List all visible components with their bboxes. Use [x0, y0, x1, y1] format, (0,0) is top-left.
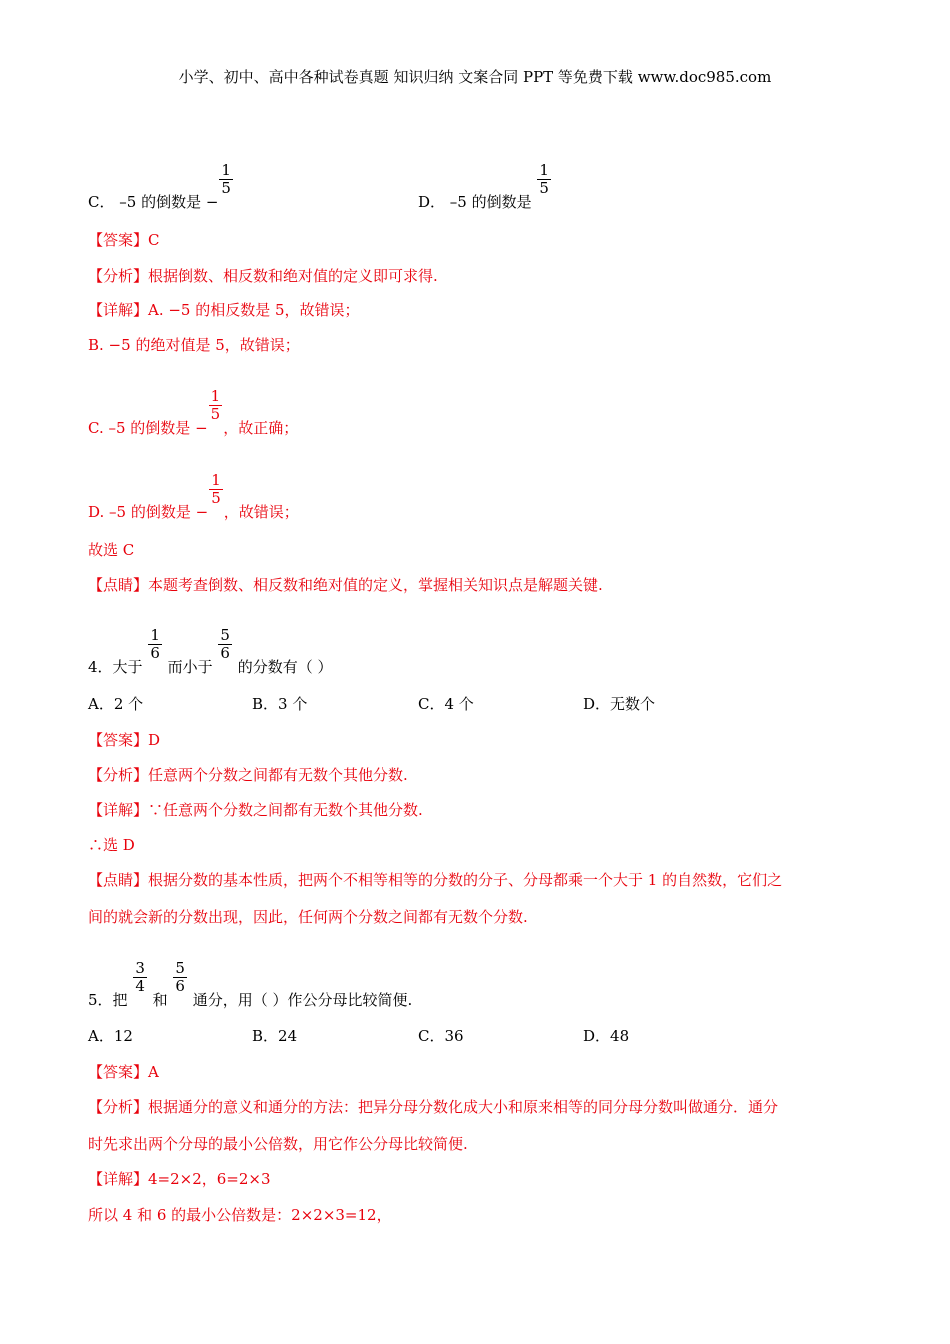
- numerator: 3: [135, 959, 145, 977]
- detail-c-suffix: ，故正确；: [223, 419, 299, 437]
- option-c-prefix: C．: [88, 193, 115, 211]
- option-d-prefix: D．: [418, 193, 446, 211]
- option-d-text: –5 的倒数是: [445, 193, 537, 211]
- q5-option-d: D．48: [583, 1027, 630, 1045]
- q4-option-a: A．2 个: [88, 695, 144, 713]
- q5-analysis-line-2: 时先求出两个分母的最小公倍数，用它作公分母比较简便.: [88, 1135, 468, 1153]
- q5-detail-line-2: 所以 4 和 6 的最小公倍数是：2×2×3=12，: [88, 1206, 392, 1224]
- q4-option-d: D．无数个: [583, 695, 656, 713]
- q5-detail-line-1: 【详解】4=2×2，6=2×3: [88, 1170, 271, 1188]
- fraction: [537, 162, 551, 197]
- q4-stem-post: 的分数有（ ）: [232, 658, 333, 676]
- q5-stem-mid: 和: [147, 991, 173, 1009]
- q3-detail-a: 【详解】A. −5 的相反数是 5，故错误；: [88, 301, 360, 319]
- denominator: 5: [221, 179, 231, 197]
- q4-stem: [88, 627, 333, 677]
- fraction: [173, 960, 187, 995]
- q5-option-c: C．36: [418, 1027, 464, 1045]
- denominator: 5: [211, 489, 221, 507]
- numerator: 5: [175, 959, 185, 977]
- q3-comment: 【点睛】本题考查倒数、相反数和绝对值的定义，掌握相关知识点是解题关键.: [88, 576, 603, 594]
- q3-detail-c: [88, 388, 298, 438]
- option-d: [418, 162, 552, 212]
- q4-stem-pre: 4．大于: [88, 658, 148, 676]
- numerator: 1: [150, 626, 160, 644]
- q3-conclusion: 故选 C: [88, 541, 135, 559]
- q5-analysis-line-1: 【分析】根据通分的意义和通分的方法：把异分母分数化成大小和原来相等的同分母分数叫做通分．通分: [88, 1098, 779, 1116]
- q3-answer: 【答案】C: [88, 231, 160, 249]
- denominator: 6: [150, 644, 160, 662]
- q5-option-a: A．12: [88, 1027, 133, 1045]
- q4-comment-line-2: 间的就会新的分数出现，因此，任何两个分数之间都有无数个分数.: [88, 908, 528, 926]
- numerator: 1: [221, 161, 231, 179]
- q4-comment-line-1: 【点睛】根据分数的基本性质，把两个不相等相等的分数的分子、分母都乘一个大于 1 的自然数，它们之: [88, 871, 783, 889]
- page-header: 小学、初中、高中各种试卷真题 知识归纳 文案合同 PPT 等免费下载 www.doc985.com: [178, 68, 772, 86]
- numerator: 5: [220, 626, 230, 644]
- minus-sign: −: [195, 503, 209, 521]
- minus-sign: −: [205, 193, 219, 211]
- fraction: [209, 388, 223, 423]
- q4-answer: 【答案】D: [88, 731, 161, 749]
- detail-d-text: D. –5 的倒数是: [88, 503, 196, 521]
- detail-c-text: C. –5 的倒数是: [88, 419, 196, 437]
- q4-analysis: 【分析】任意两个分数之间都有无数个其他分数.: [88, 766, 408, 784]
- q5-stem-post: 通分，用（ ）作公分母比较简便.: [187, 991, 413, 1009]
- option-c-text: –5 的倒数是: [114, 193, 206, 211]
- numerator: 1: [539, 161, 549, 179]
- q3-detail-d: [88, 472, 299, 522]
- q3-detail-b: B. −5 的绝对值是 5，故错误；: [88, 336, 300, 354]
- fraction: [133, 960, 147, 995]
- q5-stem-pre: 5．把: [88, 991, 133, 1009]
- option-c: [88, 162, 234, 212]
- q3-analysis: 【分析】根据倒数、相反数和绝对值的定义即可求得.: [88, 267, 438, 285]
- fraction: [148, 627, 162, 662]
- denominator: 6: [220, 644, 230, 662]
- q5-option-b: B．24: [252, 1027, 298, 1045]
- q4-conclusion: ∴选 D: [88, 836, 135, 854]
- q4-detail: 【详解】∵任意两个分数之间都有无数个其他分数.: [88, 801, 423, 819]
- q4-option-b: B．3 个: [252, 695, 308, 713]
- denominator: 4: [135, 977, 145, 995]
- fraction: [218, 627, 232, 662]
- numerator: 1: [211, 471, 221, 489]
- denominator: 5: [539, 179, 549, 197]
- denominator: 5: [210, 405, 221, 423]
- q5-stem: [88, 960, 412, 1010]
- detail-d-suffix: ，故错误；: [223, 503, 299, 521]
- minus-sign: −: [195, 419, 208, 437]
- fraction: [209, 472, 223, 507]
- q4-stem-mid: 而小于: [162, 658, 218, 676]
- q5-answer: 【答案】A: [88, 1063, 159, 1081]
- fraction: [219, 162, 233, 197]
- q4-option-c: C．4 个: [418, 695, 474, 713]
- denominator: 6: [175, 977, 185, 995]
- numerator: 1: [210, 387, 221, 405]
